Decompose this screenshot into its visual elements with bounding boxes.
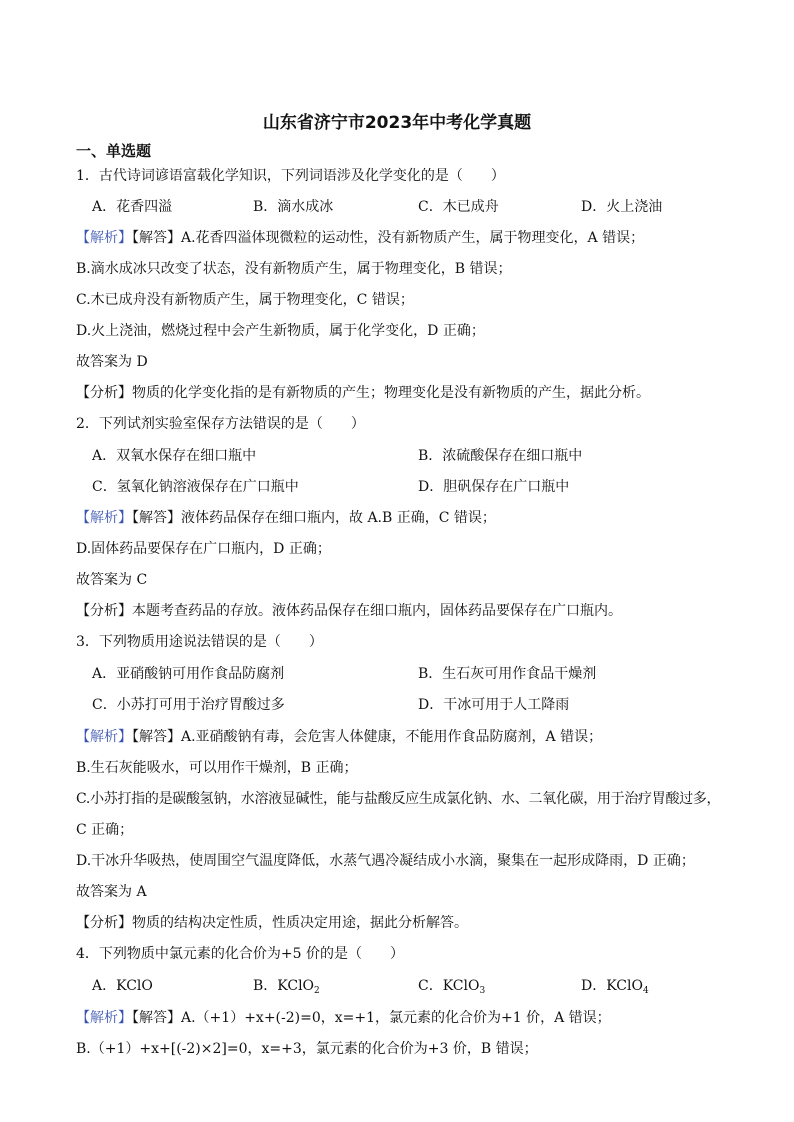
q4-option-c: C．KClO$_3$ [418,978,486,996]
q3-analysis-line: C 正确； [76,822,134,838]
q1-option-c: C．木已成舟 [418,199,499,215]
analysis-tag: 【解析】 [76,1010,132,1026]
q1-analysis-line: B.滴水成冰只改变了状态，没有新物质产生，属于物理变化，B 错误； [76,261,512,277]
q1-analysis-line: C.木已成舟没有新物质产生，属于物理变化，C 错误； [76,292,414,308]
q1-option-b: B．滴水成冰 [253,199,334,215]
analysis-tag: 【解析】 [76,510,132,526]
q2-option-a: A．双氧水保存在细口瓶中 [92,448,257,464]
q3-option-d: D．干冰可用于人工降雨 [418,697,570,713]
q2-analysis-line: D.固体药品要保存在广口瓶内，D 正确； [76,541,331,557]
q3-analysis-line: B.生石灰能吸水，可以用作干燥剂，B 正确； [76,760,358,776]
q3-answer: 故答案为 A [76,884,147,900]
q3-analysis-line: C.小苏打指的是碳酸氢钠，水溶液显碱性，能与盐酸反应生成氯化钠、水、二氧化碳，用于治疗胃酸过多， [76,791,721,807]
analysis-tag: 【解析】 [76,729,132,745]
q4-analysis-line: B.（+1）+x+[(-2)×2]=0，x=+3，氯元素的化合价为+3 价，B 错误； [76,1041,538,1057]
q1-analysis-summary: 【分析】物质的化学变化指的是有新物质的产生；物理变化是没有新物质的产生，据此分析。 [76,385,650,401]
q4-option-b: B．KClO$_2$ [253,978,320,996]
q1-option-d: D．火上浇油 [581,199,663,215]
analysis-tag: 【解析】 [76,230,132,246]
question-1-stem: 1．古代诗词谚语富载化学知识，下列词语涉及化学变化的是（ ） [76,168,505,184]
question-4-stem: 4．下列物质中氯元素的化合价为+5 价的是（ ） [76,946,404,962]
q2-option-d: D．胆矾保存在广口瓶中 [418,479,570,495]
q4-option-d: D．KClO$_4$ [581,978,649,996]
q1-answer: 故答案为 D [76,354,148,370]
q3-analysis-line: 【解析】【解答】A.亚硝酸钠有毒，会危害人体健康，不能用作食品防腐剂，A 错误； [76,729,603,745]
q4-analysis-line: 【解析】【解答】A.（+1）+x+(-2)=0，x=+1，氯元素的化合价为+1 价，A 错误； [76,1010,611,1026]
q1-analysis-line: 【解析】【解答】A.花香四溢体现微粒的运动性，没有新物质产生，属于物理变化，A 错误； [76,230,645,246]
question-3-stem: 3．下列物质用途说法错误的是（ ） [76,634,323,650]
question-2-stem: 2．下列试剂实验室保存方法错误的是（ ） [76,416,365,432]
q3-analysis-summary: 【分析】物质的结构决定性质，性质决定用途，据此分析解答。 [76,915,468,931]
q3-option-c: C．小苏打可用于治疗胃酸过多 [92,697,285,713]
section-heading: 一、单选题 [76,142,152,160]
q3-option-a: A．亚硝酸钠可用作食品防腐剂 [92,666,285,682]
page-title: 山东省济宁市2023年中考化学真题 [262,113,532,133]
q4-option-a: A．KClO [92,978,153,994]
q2-option-b: B．浓硫酸保存在细口瓶中 [418,448,583,464]
q2-answer: 故答案为 C [76,572,148,588]
q2-analysis-summary: 【分析】本题考查药品的存放。液体药品保存在细口瓶内，固体药品要保存在广口瓶内。 [76,603,622,619]
q3-option-b: B．生石灰可用作食品干燥剂 [418,666,597,682]
q3-analysis-line: D.干冰升华吸热，使周围空气温度降低，水蒸气遇冷凝结成小水滴，聚集在一起形成降雨，D 正确； [76,853,695,869]
q2-option-c: C．氢氧化钠溶液保存在广口瓶中 [92,479,299,495]
q1-option-a: A．花香四溢 [92,199,173,215]
q1-analysis-line: D.火上浇油，燃烧过程中会产生新物质，属于化学变化，D 正确； [76,323,485,339]
q2-analysis-line: 【解析】【解答】液体药品保存在细口瓶内，故 A.B 正确，C 错误； [76,510,496,526]
